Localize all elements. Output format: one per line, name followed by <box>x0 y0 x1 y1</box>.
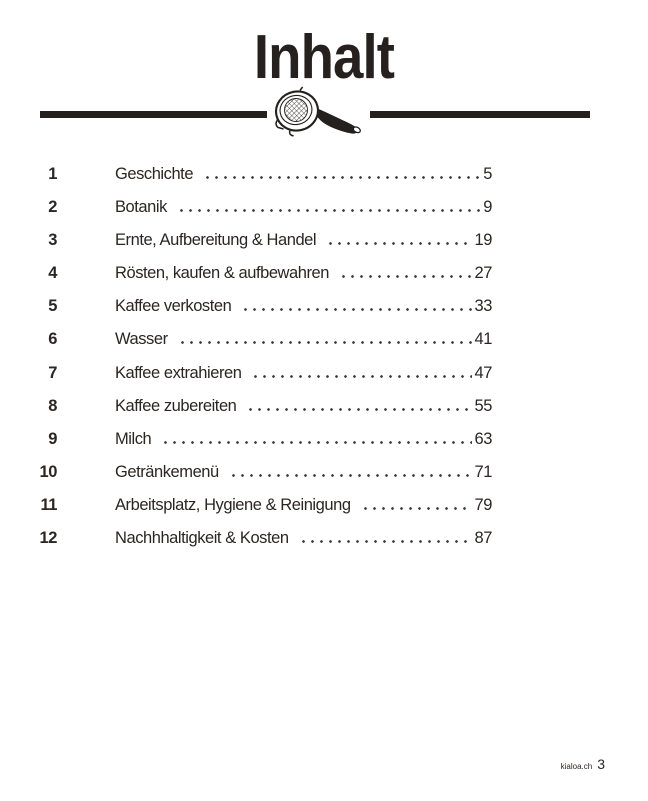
toc-entry <box>0 158 492 191</box>
dot-leader <box>299 540 472 543</box>
dot-leader <box>326 242 471 245</box>
chapter-title: Wasser <box>115 330 168 349</box>
chapter-number: 8 <box>48 396 57 415</box>
toc-entry <box>0 456 492 489</box>
dot-leader <box>178 341 472 344</box>
chapter-number: 1 <box>48 165 57 183</box>
chapter-page-number: 47 <box>474 363 492 382</box>
toc-list <box>0 158 492 555</box>
chapter-page-number: 27 <box>474 264 492 283</box>
dot-leader <box>229 474 472 477</box>
chapter-page-number: 55 <box>474 396 492 415</box>
dot-leader <box>203 176 480 179</box>
dot-leader <box>246 408 471 411</box>
dot-leader <box>161 441 471 444</box>
chapter-number: 10 <box>39 462 57 481</box>
chapter-title: Botanik <box>115 198 167 217</box>
dot-leader <box>361 507 472 510</box>
chapter-number: 5 <box>48 297 57 316</box>
chapter-title: Arbeitsplatz, Hygiene & Reinigung <box>115 495 351 514</box>
toc-entry <box>0 290 492 323</box>
chapter-page-number: 33 <box>474 297 492 316</box>
footer-website: kialoa.ch <box>560 762 593 771</box>
toc-entry <box>0 224 492 257</box>
chapter-number: 11 <box>40 495 57 514</box>
toc-entry <box>0 323 492 356</box>
toc-entry <box>0 390 492 423</box>
page-title: Inhalt <box>253 23 395 92</box>
chapter-number: 2 <box>48 198 57 217</box>
chapter-number: 9 <box>48 429 57 448</box>
chapter-title: Kaffee verkosten <box>115 297 232 316</box>
footer-page-number: 3 <box>597 756 605 772</box>
chapter-title: Milch <box>115 429 152 448</box>
chapter-number: 6 <box>48 330 57 349</box>
toc-entry <box>0 423 492 456</box>
chapter-number: 12 <box>39 529 57 548</box>
dot-leader <box>177 209 480 212</box>
chapter-page-number: 9 <box>483 198 492 217</box>
toc-entry <box>0 522 492 555</box>
chapter-title: Getränkemenü <box>115 462 219 481</box>
chapter-title: Ernte, Aufbereitung & Handel <box>115 231 317 250</box>
chapter-page-number: 71 <box>474 462 492 481</box>
toc-entry <box>0 489 492 522</box>
dot-leader <box>339 275 472 278</box>
chapter-page-number: 79 <box>474 495 492 514</box>
divider-rule-left <box>40 111 267 118</box>
toc-entry <box>0 257 492 290</box>
chapter-number: 7 <box>48 363 57 382</box>
chapter-title: Rösten, kaufen & aufbewahren <box>115 264 329 283</box>
chapter-page-number: 5 <box>483 165 492 183</box>
chapter-page-number: 19 <box>474 231 492 250</box>
chapter-number: 4 <box>48 264 57 283</box>
chapter-title: Kaffee extrahieren <box>115 363 242 382</box>
chapter-title: Kaffee zubereiten <box>115 396 237 415</box>
chapter-page-number: 63 <box>474 429 492 448</box>
divider-rule-right <box>370 111 590 118</box>
portafilter-icon <box>275 84 365 137</box>
dot-leader <box>251 375 471 378</box>
chapter-page-number: 41 <box>474 330 492 349</box>
page-footer <box>0 756 605 772</box>
chapter-page-number: 87 <box>474 529 492 548</box>
toc-entry <box>0 191 492 224</box>
toc-entry <box>0 357 492 390</box>
chapter-number: 3 <box>48 231 57 250</box>
chapter-title: Nachhhaltigkeit & Kosten <box>115 529 289 548</box>
chapter-title: Geschichte <box>115 165 194 183</box>
dot-leader <box>241 308 471 311</box>
